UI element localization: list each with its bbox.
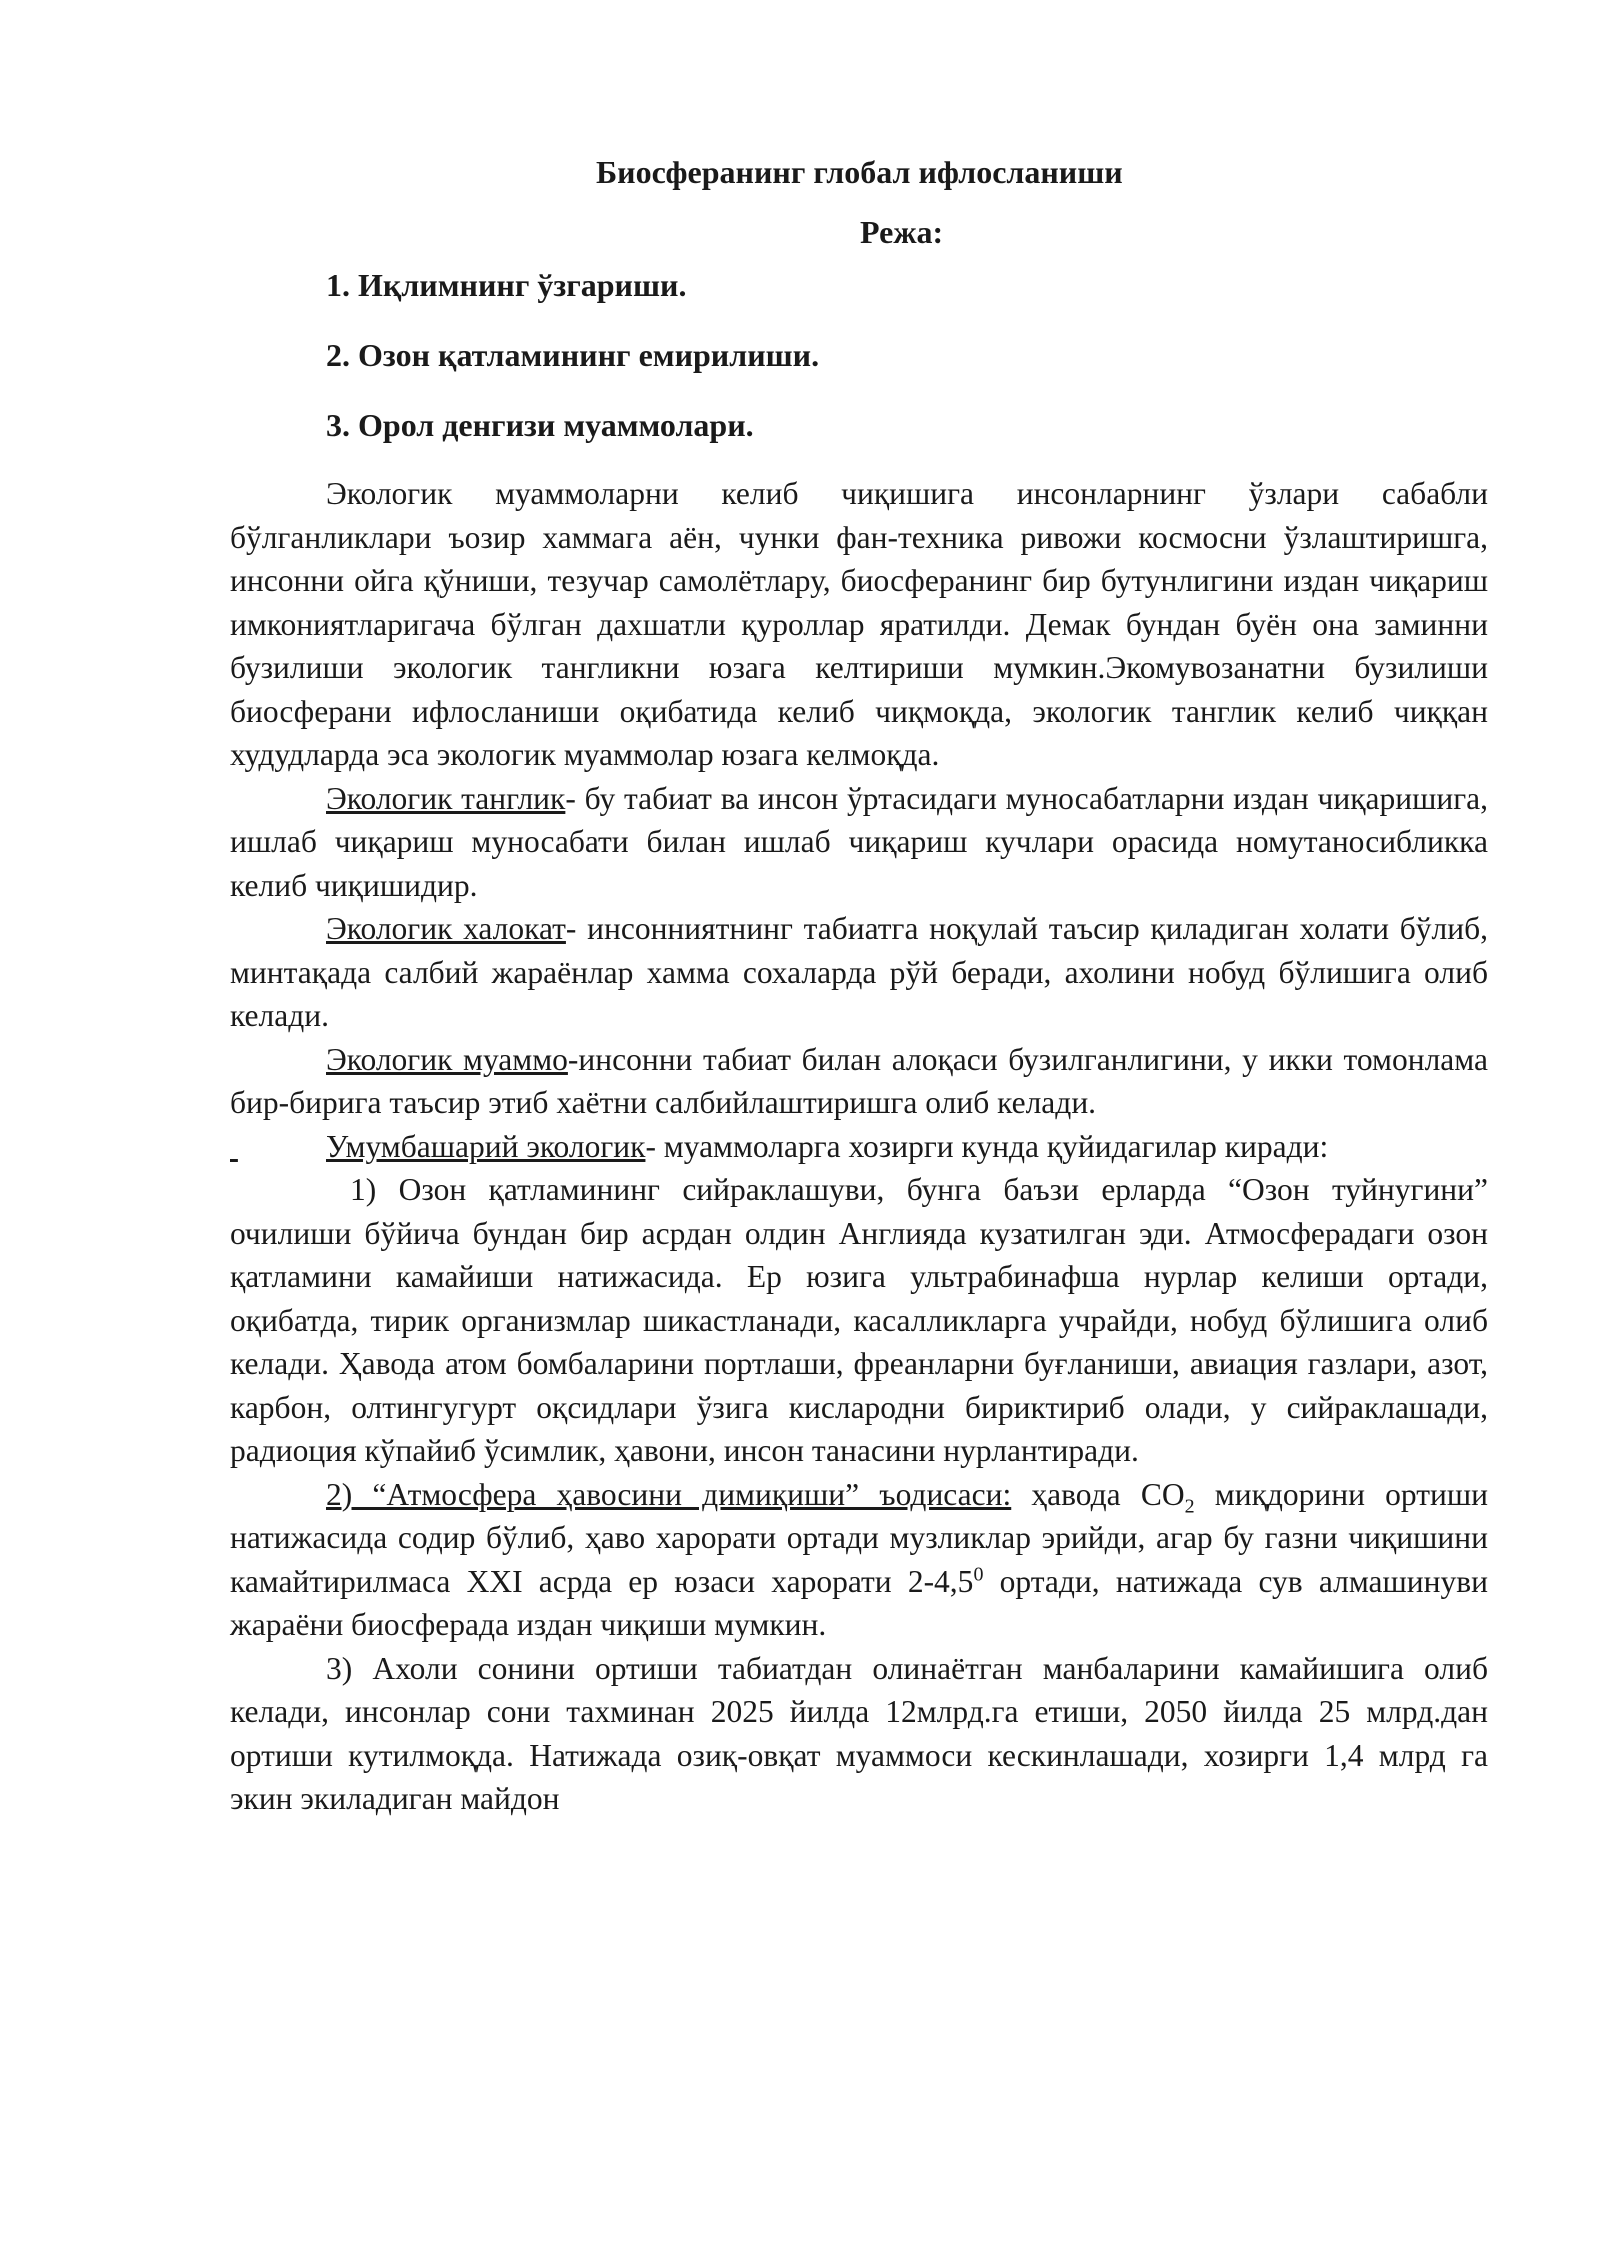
co2-subscript: 2 <box>1184 1494 1195 1517</box>
greenhouse-text: миқдорини ортиши натижасида содир бўлиб, ҳаво харорати ортади музликлар эрийди, агар бу газни чиқишини камайтирилмаса ХХI асрда ер юзаси харорати 2-4,5 <box>230 1476 1488 1599</box>
paragraph-ecological-disaster <box>230 907 1488 1038</box>
paragraph-intro: Экологик муаммоларни келиб чиқишига инсонларнинг ўзлари сабабли бўлганликлари ъозир хаммага аён, чунки фан-техника ривожи космосни ўзлаштиришга, инсонни ойга қўниши, тезучар самолётлару, биосферанинг бир бутунлигини издан чиқариш имкониятларигача бўлган дахшатли қуроллар яратилди. Демак бундан буён она заминни бузилиши экологик тангликни юзага келтириши мумкин.Экомувозанатни бузилиши биосферани ифлосланиши оқибатида келиб чиқмоқда, экологик танглик келиб чиққан худудларда эса экологик муаммолар юзага келмоқда. <box>230 476 1488 772</box>
paragraph-ecological-crisis <box>230 777 1488 908</box>
plan-item: 1. Иқлимнинг ўзгариши. <box>326 267 687 303</box>
definition-text: - бу табиат ва инсон ўртасидаги муносабатларни издан чиқаришига, ишлаб чиқариш муносабати билан ишлаб чиқариш кучлари орасида номутаносибликка келиб чиқишидир. <box>230 780 1488 903</box>
term-ecological-crisis: Экологик танглик <box>326 780 566 816</box>
paragraph-ecological-problem <box>230 1038 1488 1125</box>
underline-spacer <box>230 1125 326 1169</box>
greenhouse-text: ортади, натижада сув алмашинуви жараёни биосферада издан чиқиши мумкин. <box>230 1563 1488 1642</box>
term-greenhouse-effect: 2) “Атмосфера ҳавосини димиқиши” ъодисаси: <box>326 1476 1012 1512</box>
plan-item: 3. Орол денгизи муаммолари. <box>326 407 754 443</box>
plan-list <box>326 265 819 475</box>
paragraph-global-problems <box>230 1125 1488 1169</box>
definition-text: - инсонниятнинг табиатга ноқулай таъсир қиладиган холати бўлиб, минтақада салбий жараёнлар хамма сохаларда рўй беради, ахолини нобуд бўлишига олиб келади. <box>230 911 1488 1033</box>
paragraph-population: 3) Ахоли сонини ортиши табиатдан олинаётган манбаларини камайишига олиб келади, инсонлар сони тахминан 2025 йилда 12млрд.га етиши, 2050 йилда 25 млрд.дан ортиши кутилмоқда. Натижада озиқ-овқат муаммоси кескинлашади, хозирги 1,4 млрд га экин экиладиган майдон <box>230 1650 1488 1816</box>
term-global-ecological: Умумбашарий экологик <box>326 1128 646 1164</box>
document-title: Биосферанинг глобал ифлосланиши <box>596 154 1123 190</box>
definition-text: -инсонни табиат билан алоқаси бузилганлигини, у икки томонлама бир-бирига таъсир этиб хаётни салбийлаштиришга олиб келади. <box>230 1041 1488 1120</box>
plan-heading: Режа: <box>860 214 944 250</box>
definition-text: - муаммоларга хозирги кунда қуйидагилар киради: <box>645 1128 1329 1164</box>
document-body <box>230 472 1488 1821</box>
degree-superscript: 0 <box>973 1563 984 1585</box>
term-ecological-problem: Экологик муаммо <box>326 1041 568 1077</box>
term-ecological-disaster: Экологик халокат <box>326 911 566 946</box>
paragraph-greenhouse <box>230 1473 1488 1647</box>
paragraph-ozone: 1) Озон қатламининг сийраклашуви, бунга баъзи ерларда “Озон туйнугини” очилиши бўйича бундан бир асрдан олдин Англияда кузатилган эди. Атмосферадаги озон қатламини камайиши натижасида. Ер юзига ультрабинафша нурлар келиши ортади, оқибатда, тирик организмлар шикастланади, касалликларга учрайди, нобуд бўлишига олиб келади. Ҳавода атом бомбаларини портлаши, фреанларни буғланиши, авиация газлари, азот, карбон, олтингугурт оқсидлари ўзига кислародни бириктириб олади, у сийраклашади, радиоция кўпайиб ўсимлик, ҳавони, инсон танасини нурлантиради. <box>230 1172 1488 1468</box>
plan-item: 2. Озон қатламининг емирилиши. <box>326 337 820 373</box>
greenhouse-text: ҳавода СО <box>1011 1476 1185 1512</box>
